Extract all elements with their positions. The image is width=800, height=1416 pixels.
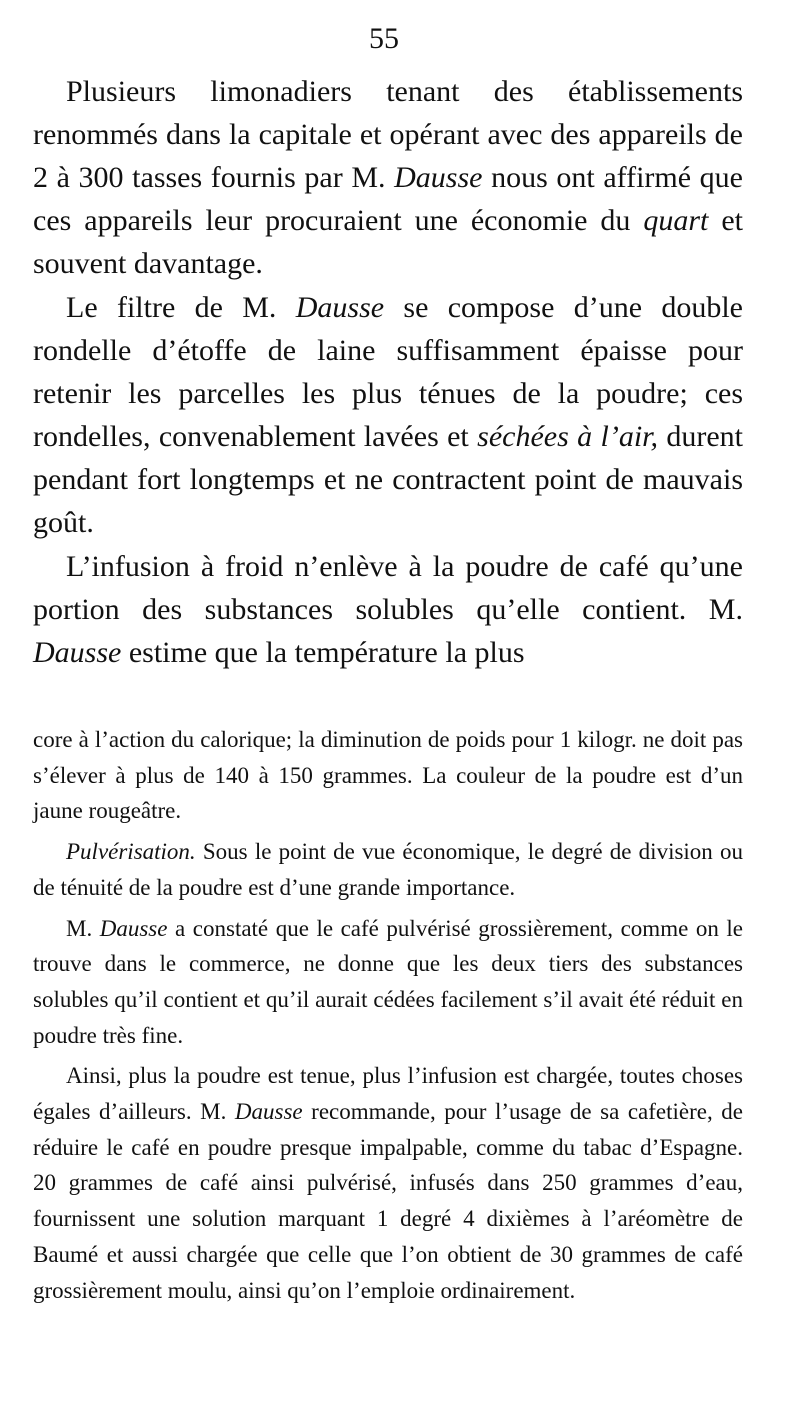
upper-paragraph-1: Plusieurs limonadiers tenant des établissements renommés dans la capitale et opérant avec des appareils de 2 à 300 tasses fournis par M. Dausse nous ont affirmé que ces appareils leur procuraient une économie du quart et souvent davantage.: [33, 75, 744, 280]
upper-paragraph-3: L’infusion à froid n’enlève à la poudre de café qu’une portion des substances solubles qu’elle contient. M. Dausse estime que la température la plus: [33, 550, 743, 669]
author-name: Dausse: [295, 291, 385, 324]
emphasis-sechees: séchées à l’air,: [477, 420, 658, 453]
lower-paragraph-4: Ainsi, plus la poudre est tenue, plus l’infusion est chargée, toutes choses égales d’ailleurs. M. Dausse recommande, pour l’usage de sa cafetière, de réduire le café en poudre presque impalpable, comme du tabac d’Espagne. 20 grammes de café ainsi pulvérisé, infusés dans 250 grammes d’eau, fournissent une solution marquant 1 degré 4 dixièmes à l’aréomètre de Baumé et aussi chargée que celle que l’on obtient de 30 grammes de café grossièrement moulu, ainsi qu’on l’emploie ordinairement.: [33, 1063, 743, 1303]
upper-paragraph-2: Le filtre de M. Dausse se compose d’une double rondelle d’étoffe de laine suffisamment épaisse pour retenir les parcelles les plus ténues de la poudre; ces rondelles, convenablement lavées et séchées à l’air, durent pendant fort longtemps et ne contractent point de mauvais goût.: [33, 291, 744, 539]
author-name: Dausse: [394, 161, 483, 194]
author-name: Dausse: [234, 1099, 303, 1125]
author-name: Dausse: [99, 915, 168, 941]
page-number: 55: [369, 22, 399, 55]
upper-text-block: [33, 70, 743, 674]
section-heading-pulverisation: Pulvérisation.: [66, 839, 196, 865]
lower-text-block: [33, 722, 743, 1308]
lower-paragraph-1: core à l’action du calorique; la diminution de poids pour 1 kilogr. ne doit pas s’élever à plus de 140 à 150 grammes. La couleur de la poudre est d’un jaune rougeâtre.: [33, 727, 743, 824]
author-name: Dausse: [33, 636, 122, 669]
lower-paragraph-3: M. Dausse a constaté que le café pulvérisé grossièrement, comme on le trouve dans le commerce, ne donne que les deux tiers des substances solubles qu’il contient et qu’il aurait cédées facilement s’il avait été réduit en poudre très fine.: [33, 915, 743, 1048]
emphasis-quart: quart: [643, 204, 709, 237]
lower-paragraph-2: Pulvérisation. Sous le point de vue économique, le degré de division ou de ténuité de la poudre est d’une grande importance.: [33, 839, 743, 900]
